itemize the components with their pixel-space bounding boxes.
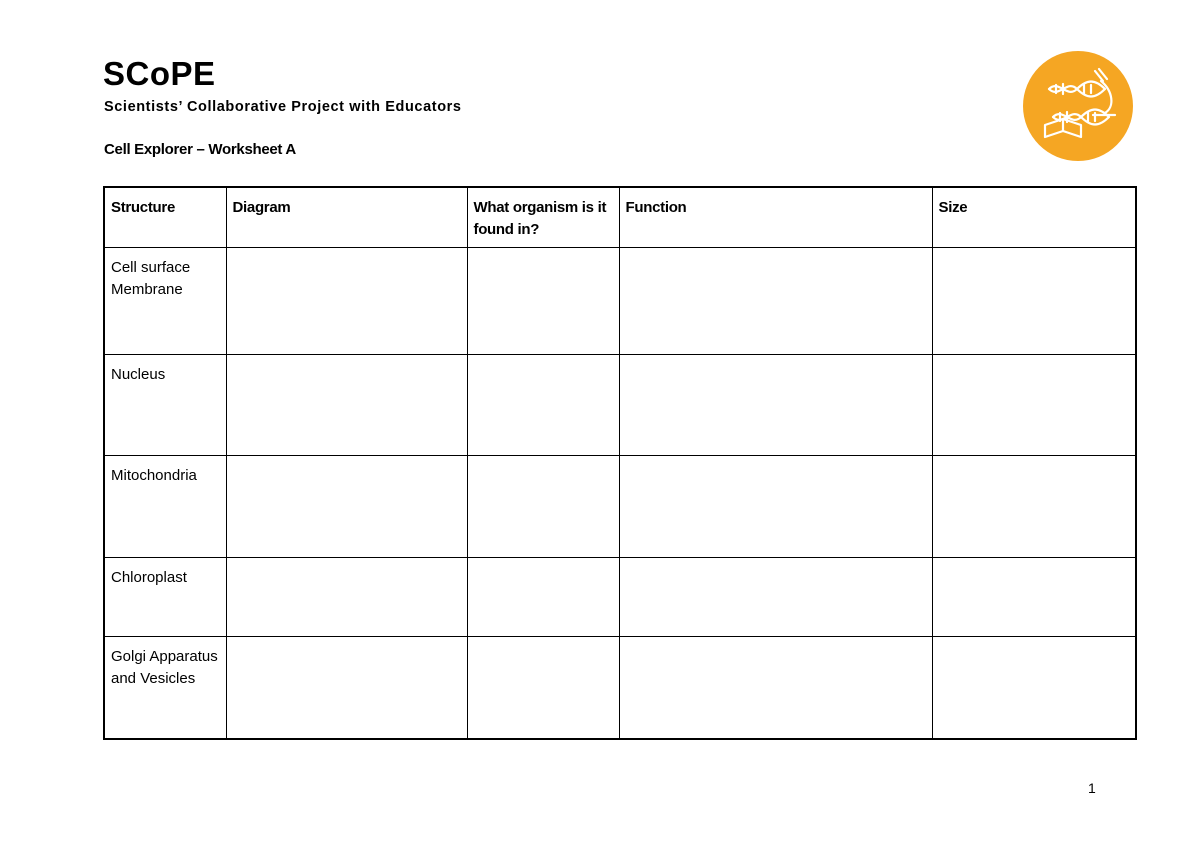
organism-cell[interactable] bbox=[467, 637, 619, 740]
diagram-cell[interactable] bbox=[226, 558, 467, 637]
table-row bbox=[104, 558, 1136, 637]
organism-cell[interactable] bbox=[467, 558, 619, 637]
organism-cell[interactable] bbox=[467, 456, 619, 558]
structure-cell: Cell surface Membrane bbox=[104, 248, 226, 355]
table-row bbox=[104, 456, 1136, 558]
diagram-cell[interactable] bbox=[226, 456, 467, 558]
structure-cell: Chloroplast bbox=[104, 558, 226, 637]
brand-title: SCoPE bbox=[103, 55, 216, 92]
organism-cell[interactable] bbox=[467, 248, 619, 355]
function-cell[interactable] bbox=[619, 637, 932, 740]
size-cell[interactable] bbox=[932, 355, 1136, 456]
structure-cell: Nucleus bbox=[104, 355, 226, 456]
size-cell[interactable] bbox=[932, 456, 1136, 558]
diagram-cell[interactable] bbox=[226, 355, 467, 456]
brand-subtitle: Scientists’ Collaborative Project with Educators bbox=[104, 99, 462, 115]
structure-cell: Golgi Apparatus and Vesicles bbox=[104, 637, 226, 740]
diagram-cell[interactable] bbox=[226, 637, 467, 740]
column-header-diagram: Diagram bbox=[226, 187, 467, 248]
function-cell[interactable] bbox=[619, 456, 932, 558]
size-cell[interactable] bbox=[932, 248, 1136, 355]
organism-cell[interactable] bbox=[467, 355, 619, 456]
table-header-row bbox=[104, 187, 1136, 248]
worksheet-table bbox=[103, 186, 1137, 740]
table-row bbox=[104, 248, 1136, 355]
function-cell[interactable] bbox=[619, 558, 932, 637]
column-header-size: Size bbox=[932, 187, 1136, 248]
column-header-structure: Structure bbox=[104, 187, 226, 248]
worksheet-title: Cell Explorer – Worksheet A bbox=[104, 141, 296, 158]
size-cell[interactable] bbox=[932, 558, 1136, 637]
table-row bbox=[104, 637, 1136, 740]
page-number: 1 bbox=[1088, 780, 1096, 796]
function-cell[interactable] bbox=[619, 248, 932, 355]
table-row bbox=[104, 355, 1136, 456]
structure-cell: Mitochondria bbox=[104, 456, 226, 558]
function-cell[interactable] bbox=[619, 355, 932, 456]
diagram-cell[interactable] bbox=[226, 248, 467, 355]
column-header-organism: What organism is it found in? bbox=[467, 187, 619, 248]
dna-microscope-logo-icon bbox=[1023, 51, 1133, 161]
column-header-function: Function bbox=[619, 187, 932, 248]
size-cell[interactable] bbox=[932, 637, 1136, 740]
